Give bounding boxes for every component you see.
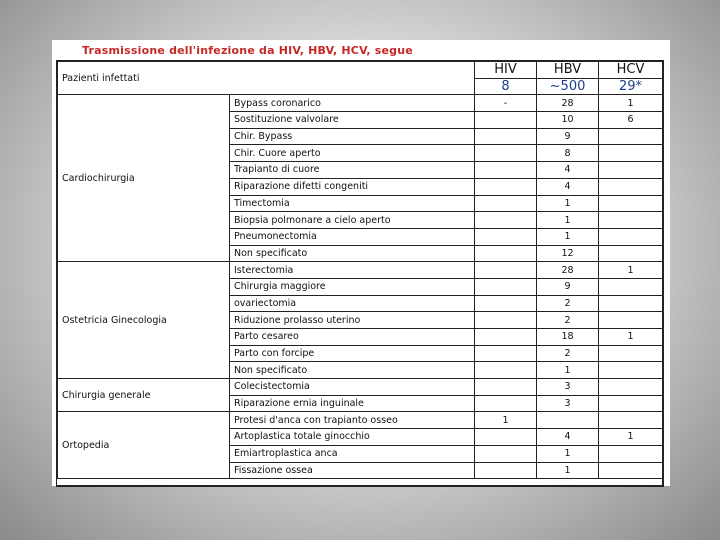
procedure-cell: Non specificato: [230, 245, 475, 262]
hbv-cell: 18: [537, 329, 599, 346]
hcv-cell: [599, 195, 663, 212]
hbv-cell: 12: [537, 245, 599, 262]
hcv-cell: [599, 162, 663, 179]
hcv-cell: [599, 128, 663, 145]
header-row-names: [58, 62, 663, 79]
hiv-cell: [475, 212, 537, 229]
hcv-cell: [599, 295, 663, 312]
slide-title: Trasmissione dell'infezione da HIV, HBV, HCV, segue: [82, 44, 413, 57]
procedure-cell: Parto cesareo: [230, 329, 475, 346]
column-header-hbv: HBV: [537, 62, 599, 79]
procedure-cell: Chirurgia maggiore: [230, 278, 475, 295]
column-header-hiv: HIV: [475, 62, 537, 79]
group-label: Cardiochirurgia: [58, 95, 230, 262]
hiv-cell: 1: [475, 412, 537, 429]
hbv-cell: 3: [537, 379, 599, 396]
procedure-cell: Protesi d'anca con trapianto osseo: [230, 412, 475, 429]
hcv-cell: [599, 362, 663, 379]
hbv-cell: 3: [537, 395, 599, 412]
hbv-cell: 1: [537, 195, 599, 212]
slide: [52, 40, 670, 486]
procedure-cell: Bypass coronarico: [230, 95, 475, 112]
hiv-cell: [475, 312, 537, 329]
hcv-cell: 1: [599, 95, 663, 112]
hiv-cell: [475, 295, 537, 312]
procedure-cell: Trapianto di cuore: [230, 162, 475, 179]
hbv-cell: 4: [537, 429, 599, 446]
hcv-cell: [599, 212, 663, 229]
hiv-cell: [475, 128, 537, 145]
hbv-cell: 2: [537, 312, 599, 329]
procedure-cell: Pneumonectomia: [230, 228, 475, 245]
hiv-cell: [475, 145, 537, 162]
hiv-cell: [475, 262, 537, 279]
hiv-cell: [475, 112, 537, 129]
hcv-cell: [599, 345, 663, 362]
hcv-cell: 1: [599, 429, 663, 446]
procedure-cell: Fissazione ossea: [230, 462, 475, 479]
hiv-cell: [475, 429, 537, 446]
procedure-cell: Riduzione prolasso uterino: [230, 312, 475, 329]
procedure-cell: Artoplastica totale ginocchio: [230, 429, 475, 446]
hcv-cell: [599, 145, 663, 162]
hcv-cell: 6: [599, 112, 663, 129]
hbv-cell: [537, 412, 599, 429]
procedure-cell: Chir. Cuore aperto: [230, 145, 475, 162]
total-hbv: ~500: [537, 78, 599, 95]
column-header-hcv: HCV: [599, 62, 663, 79]
patients-infected-label: Pazienti infettati: [58, 62, 475, 95]
table-row: [58, 95, 663, 112]
procedure-cell: Parto con forcipe: [230, 345, 475, 362]
hcv-cell: [599, 379, 663, 396]
hcv-cell: [599, 412, 663, 429]
hbv-cell: 1: [537, 228, 599, 245]
total-hcv: 29*: [599, 78, 663, 95]
procedure-cell: Biopsia polmonare a cielo aperto: [230, 212, 475, 229]
hcv-cell: [599, 445, 663, 462]
hiv-cell: [475, 345, 537, 362]
hiv-cell: [475, 362, 537, 379]
hiv-cell: [475, 178, 537, 195]
group-label: Ortopedia: [58, 412, 230, 479]
group-label: Chirurgia generale: [58, 379, 230, 412]
infection-table: [57, 61, 663, 479]
hiv-cell: [475, 329, 537, 346]
group-label: Ostetricia Ginecologia: [58, 262, 230, 379]
procedure-cell: ovariectomia: [230, 295, 475, 312]
hbv-cell: 4: [537, 178, 599, 195]
hiv-cell: -: [475, 95, 537, 112]
hiv-cell: [475, 162, 537, 179]
hbv-cell: 1: [537, 445, 599, 462]
hcv-cell: [599, 462, 663, 479]
procedure-cell: Timectomia: [230, 195, 475, 212]
hbv-cell: 10: [537, 112, 599, 129]
table-row: [58, 379, 663, 396]
procedure-cell: Non specificato: [230, 362, 475, 379]
hbv-cell: 9: [537, 278, 599, 295]
hcv-cell: [599, 278, 663, 295]
hbv-cell: 1: [537, 462, 599, 479]
procedure-cell: Riparazione ernia inguinale: [230, 395, 475, 412]
hcv-cell: [599, 178, 663, 195]
hcv-cell: 1: [599, 329, 663, 346]
hcv-cell: [599, 245, 663, 262]
hiv-cell: [475, 278, 537, 295]
hbv-cell: 1: [537, 212, 599, 229]
hiv-cell: [475, 445, 537, 462]
hcv-cell: [599, 395, 663, 412]
hiv-cell: [475, 245, 537, 262]
hbv-cell: 1: [537, 362, 599, 379]
hcv-cell: [599, 312, 663, 329]
table-row: [58, 412, 663, 429]
table-row: [58, 262, 663, 279]
procedure-cell: Isterectomia: [230, 262, 475, 279]
hiv-cell: [475, 395, 537, 412]
hiv-cell: [475, 228, 537, 245]
hbv-cell: 2: [537, 345, 599, 362]
hiv-cell: [475, 195, 537, 212]
procedure-cell: Colecistectomia: [230, 379, 475, 396]
procedure-cell: Sostituzione valvolare: [230, 112, 475, 129]
hbv-cell: 9: [537, 128, 599, 145]
procedure-cell: Chir. Bypass: [230, 128, 475, 145]
hcv-cell: 1: [599, 262, 663, 279]
hbv-cell: 2: [537, 295, 599, 312]
hbv-cell: 4: [537, 162, 599, 179]
hiv-cell: [475, 379, 537, 396]
hbv-cell: 8: [537, 145, 599, 162]
hiv-cell: [475, 462, 537, 479]
hbv-cell: 28: [537, 262, 599, 279]
hbv-cell: 28: [537, 95, 599, 112]
procedure-cell: Riparazione difetti congeniti: [230, 178, 475, 195]
total-hiv: 8: [475, 78, 537, 95]
procedure-cell: Emiartroplastica anca: [230, 445, 475, 462]
hcv-cell: [599, 228, 663, 245]
